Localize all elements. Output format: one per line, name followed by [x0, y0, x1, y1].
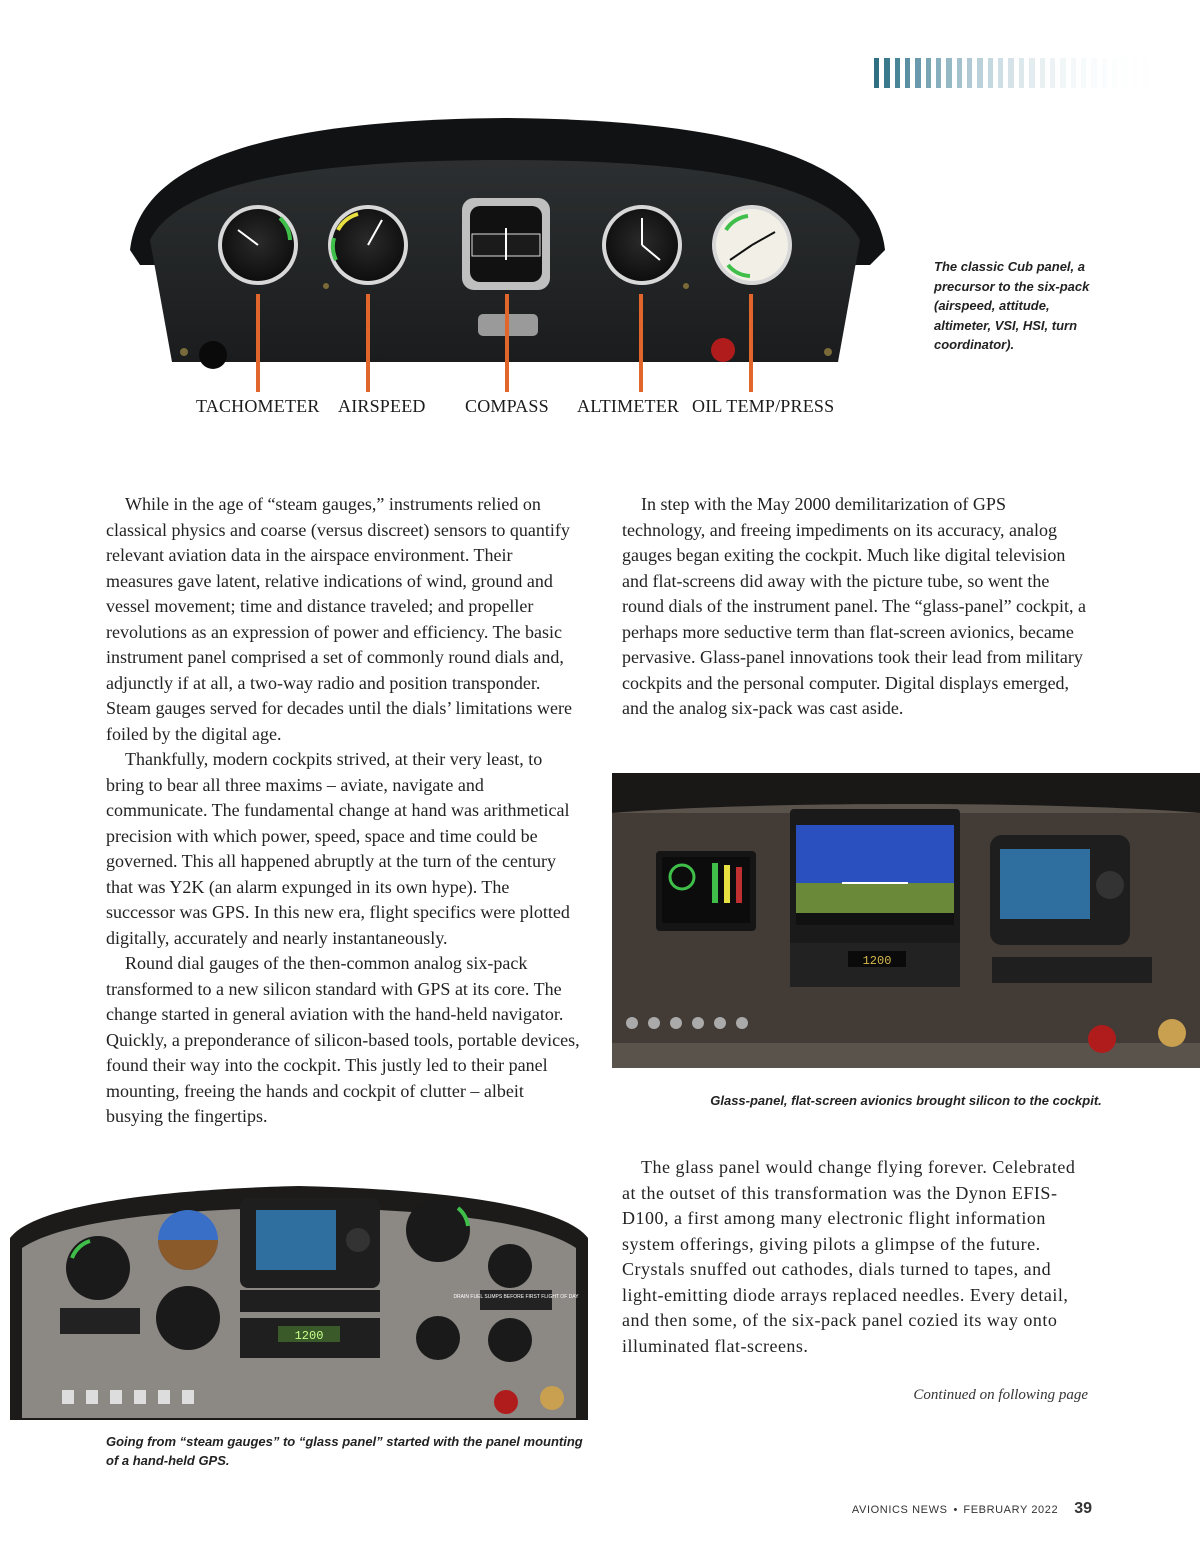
transponder-readout: 1200 [294, 1329, 324, 1343]
bullet-separator: • [953, 1504, 958, 1516]
cub-panel-caption: The classic Cub panel, a precursor to the six-pack (airspeed, attitude, altimeter, VSI, HSI, turn coordinator). [934, 259, 1090, 352]
stripe [1184, 58, 1189, 88]
label-tachometer: TACHOMETER [196, 396, 320, 416]
stripe [1153, 58, 1158, 88]
issue-date: FEBRUARY 2022 [963, 1504, 1059, 1516]
stripe [915, 58, 920, 88]
label-compass: COMPASS [465, 396, 549, 416]
efis-display [790, 809, 960, 954]
glass-panel-figure [612, 773, 1200, 1068]
stripe [1133, 58, 1138, 88]
transponder-unit [790, 943, 960, 987]
stripe [1040, 58, 1045, 88]
transponder-readout: 1200 [862, 954, 892, 968]
article-right-column-bottom [622, 1155, 1092, 1359]
stripe [1143, 58, 1148, 88]
handheld-gps [990, 835, 1130, 945]
altimeter-gauge [602, 205, 682, 285]
stripe [1195, 58, 1200, 88]
stripe [1102, 58, 1107, 88]
mixture-knob [711, 338, 735, 362]
avionics-placard [60, 1308, 140, 1334]
throttle-knob [1158, 1019, 1186, 1047]
page-number: 39 [1074, 1500, 1092, 1517]
page-footer [800, 1500, 1092, 1518]
continued-note: Continued on following page [913, 1387, 1088, 1403]
stripe [926, 58, 931, 88]
gps-panel-caption: Going from “steam gauges” to “glass panel” started with the panel mounting of a hand-held GPS. [106, 1434, 583, 1468]
compass-gauge [462, 198, 550, 290]
mixture-knob [494, 1390, 518, 1414]
leader-compass [505, 294, 509, 392]
engine-monitor [656, 851, 756, 931]
nav-radio [240, 1290, 380, 1312]
stripe [946, 58, 951, 88]
attitude-indicator [158, 1210, 218, 1270]
label-airspeed: AIRSPEED [338, 396, 426, 416]
paragraph: Thankfully, modern cockpits strived, at their very least, to bring to bear all three maxims – aviate, navigate and communicate. The fundamental change at hand was arithmetical precision with which power, speed, space and time could be governed. This all happened abruptly at the turn of the century that was Y2K (an alarm expunged in its own hype). The successor was GPS. In this new era, flight specifics were plotted digitally, accurately and nearly instantaneously. [106, 749, 570, 948]
stripe [874, 58, 879, 88]
article-left-column [106, 492, 582, 1130]
stripe [1081, 58, 1086, 88]
cub-gauge-labels [0, 396, 900, 420]
tachometer-gauge [406, 1198, 470, 1262]
transponder-unit [240, 1318, 380, 1358]
carb-heat-knob [199, 341, 227, 369]
paragraph: Round dial gauges of the then-common analog six-pack transformed to a new silicon standard with GPS at its core. The change started in general aviation with the hand-held navigator. Quickly, a preponderance of silicon-based tools, portable devices, found their way into the cockpit. This justly led to their panel mounting, freeing the hands and cockpit of clutter – albeit busying the fingertips. [106, 953, 580, 1126]
leader-tachometer [256, 294, 260, 392]
stripe [988, 58, 993, 88]
publication-name: AVIONICS NEWS [851, 1504, 948, 1516]
gps-panel-figure [10, 1168, 588, 1420]
label-oil-temp-press: OIL TEMP/PRESS [692, 396, 835, 416]
throttle-knob [540, 1386, 564, 1410]
airspeed-gauge [328, 205, 408, 285]
stripe [884, 58, 889, 88]
paragraph: The glass panel would change flying forever. Celebrated at the outset of this transformation was the Dynon EFIS-D100, a first among many electronic flight information system offerings, giving pilots a glimpse of the future. Crystals snuffed out cathodes, dials turned to tapes, and light-emitting diode arrays replaced needles. Every detail, and then some, of the six-pack panel cozied its way onto illuminated flat-screens. [622, 1157, 1076, 1356]
stripe [998, 58, 1003, 88]
oil-gauge [488, 1244, 532, 1288]
placard-text: DRAIN FUEL SUMPS BEFORE FIRST FLIGHT OF DAY [453, 1294, 579, 1300]
altimeter-gauge [156, 1286, 220, 1350]
stripe [1122, 58, 1127, 88]
handheld-gps [240, 1198, 380, 1288]
stripe [967, 58, 972, 88]
stripe [1060, 58, 1065, 88]
mixture-knob [1088, 1025, 1116, 1053]
stripe [1008, 58, 1013, 88]
stripe [905, 58, 910, 88]
stripe [1091, 58, 1096, 88]
stripe [1019, 58, 1024, 88]
tachometer-gauge [218, 205, 298, 285]
fuel-sump-placard [480, 1290, 552, 1310]
stripe [895, 58, 900, 88]
stripe [1029, 58, 1034, 88]
paragraph: In step with the May 2000 demilitarization of GPS technology, and freeing impediments on its accuracy, analog gauges began exiting the cockpit. Much like digital television and flat-screens did away with the picture tube, so went the round dials of the instrument panel. The “glass-panel” cockpit, a perhaps more seductive term than flat-screen avionics, became pervasive. Glass-panel innovations took their lead from military cockpits and the personal computer. Digital displays emerged, and the analog six-pack was cast aside. [622, 494, 1087, 718]
nav-radio [992, 957, 1152, 983]
paragraph: While in the age of “steam gauges,” instruments relied on classical physics and coarse (versus discreet) sensors to quantify relevant aviation data in the airspace environment. Their measures gave latent, relative indications of wind, ground and vessel movement; time and distance traveled; and propeller revolutions as an expression of power and efficiency. The basic instrument panel comprised a set of commonly round dials and, adjunctly if at all, a two-way radio and position transponder. Steam gauges served for decades until the dials’ limitations were foiled by the digital age. [106, 494, 573, 744]
stripe [1071, 58, 1076, 88]
glass-panel-caption: Glass-panel, flat-screen avionics brought silicon to the cockpit. [710, 1093, 1102, 1108]
oil-temp-press-gauge [712, 205, 792, 285]
stripe [1050, 58, 1055, 88]
stripe [1164, 58, 1169, 88]
leader-oil-temp-press [749, 294, 753, 392]
leader-airspeed [366, 294, 370, 392]
header-stripe-bar [874, 58, 1200, 88]
label-altimeter: ALTIMETER [577, 396, 680, 416]
stripe [957, 58, 962, 88]
leader-altimeter [639, 294, 643, 392]
stripe [1112, 58, 1117, 88]
stripe [936, 58, 941, 88]
stripe [1174, 58, 1179, 88]
article-right-column-top [622, 492, 1092, 722]
stripe [977, 58, 982, 88]
airspeed-gauge [66, 1236, 130, 1300]
